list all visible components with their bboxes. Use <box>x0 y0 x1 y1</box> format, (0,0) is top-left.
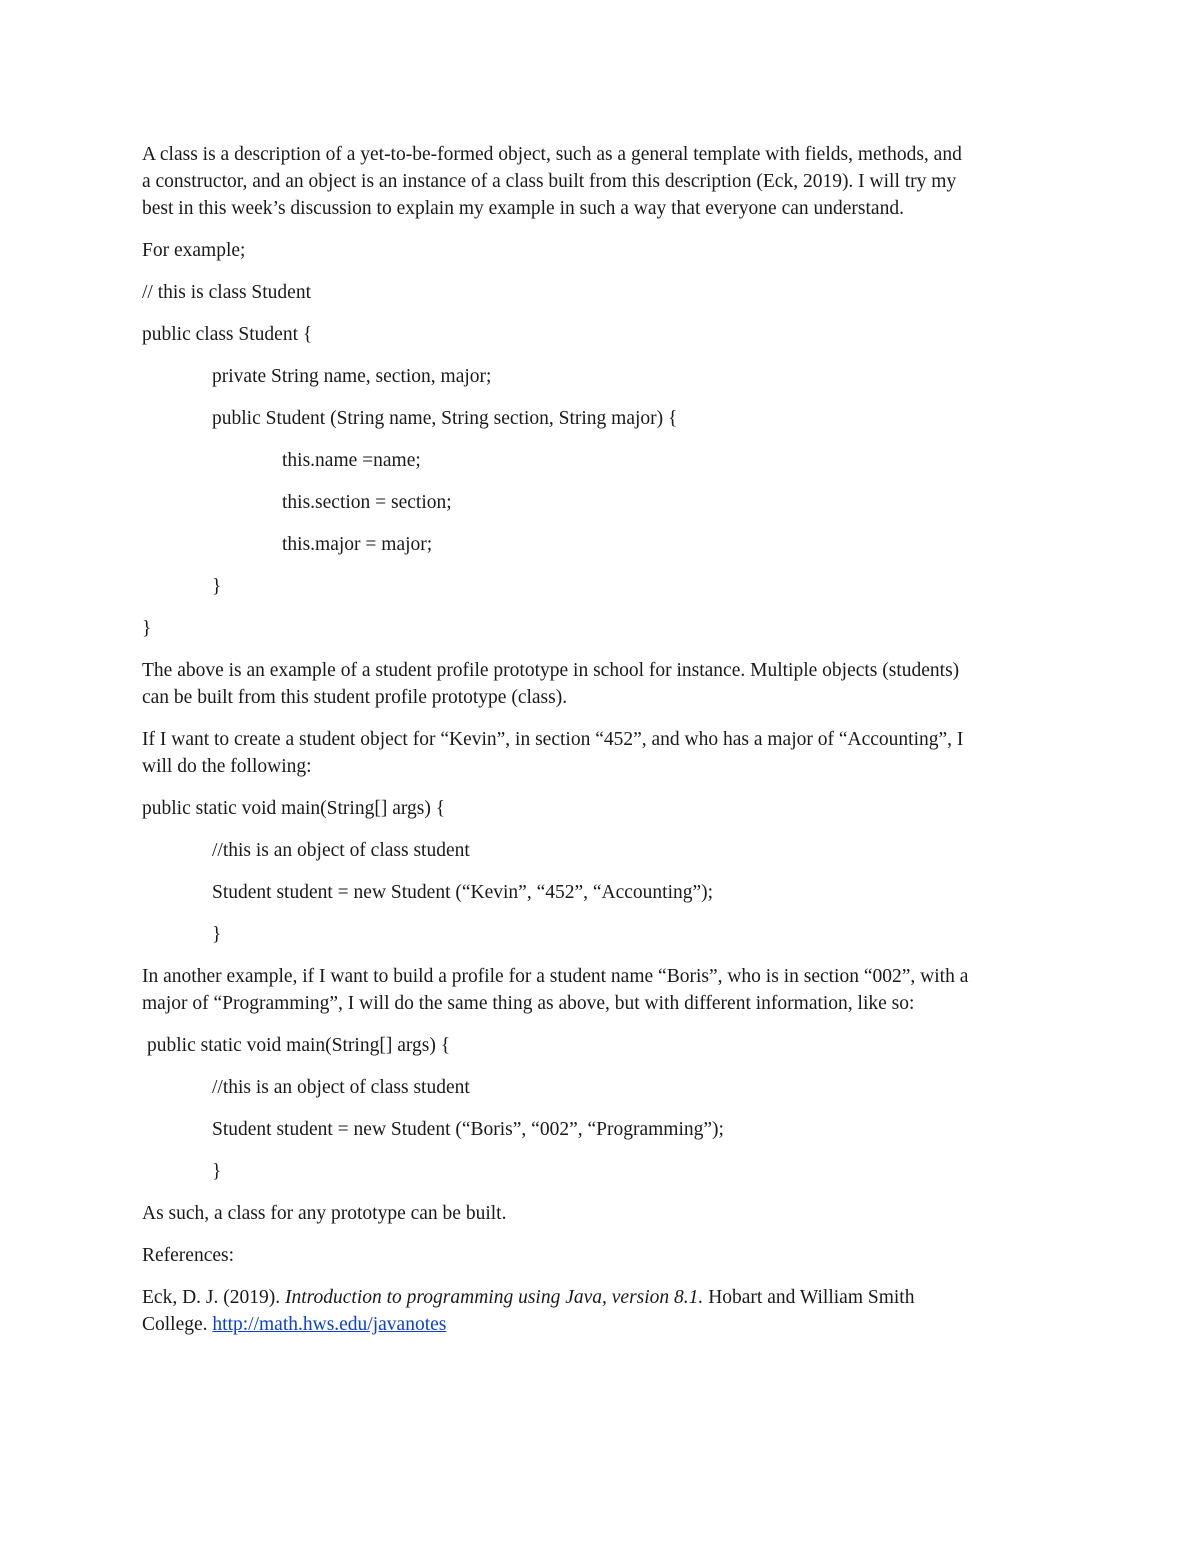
kevin-statement: Student student = new Student (“Kevin”, “452”, “Accounting”); <box>212 882 714 903</box>
boris-intro-line: major of “Programming”, I will do the same thing as above, but with different information, like so: <box>142 993 915 1014</box>
reference-title: Introduction to programming using Java, version 8.1. <box>284 1287 704 1308</box>
explanation-line: The above is an example of a student profile prototype in school for instance. Multiple objects (students) <box>142 660 960 681</box>
class-fields: private String name, section, major; <box>212 366 492 387</box>
kevin-comment: //this is an object of class student <box>212 840 470 861</box>
intro-line: A class is a description of a yet-to-be-formed object, such as a general template with fields, methods, and <box>142 144 962 165</box>
explanation-line: can be built from this student profile prototype (class). <box>142 687 568 708</box>
boris-main-signature: public static void main(String[] args) { <box>147 1035 451 1056</box>
reference-line <box>142 1311 1072 1338</box>
intro-line: best in this week’s discussion to explain my example in such a way that everyone can understand. <box>142 198 904 219</box>
assign-section: this.section = section; <box>282 492 452 513</box>
for-example-text: For example; <box>142 240 246 261</box>
boris-intro-paragraph <box>142 963 1072 1017</box>
reference-publisher: Hobart and William Smith <box>703 1287 915 1308</box>
kevin-close-brace: } <box>212 924 222 945</box>
constructor-signature: public Student (String name, String section, String major) { <box>212 408 678 429</box>
kevin-main-signature: public static void main(String[] args) { <box>142 798 446 819</box>
reference-authors: Eck, D. J. (2019). <box>142 1287 285 1308</box>
boris-close-brace: } <box>212 1161 222 1182</box>
class-comment: // this is class Student <box>142 282 312 303</box>
assign-major: this.major = major; <box>282 534 433 555</box>
reference-url-link[interactable]: http://math.hws.edu/javanotes <box>212 1314 447 1335</box>
class-close-brace: } <box>142 618 152 639</box>
explanation-paragraph <box>142 657 1072 711</box>
references-heading: References: <box>142 1245 235 1266</box>
boris-comment: //this is an object of class student <box>212 1077 470 1098</box>
conclusion-text: As such, a class for any prototype can be built. <box>142 1203 507 1224</box>
constructor-close-brace: } <box>212 576 222 597</box>
kevin-intro-line: If I want to create a student object for “Kevin”, in section “452”, and who has a major of “Accounting”, I <box>142 729 964 750</box>
document-page <box>142 141 1072 1353</box>
class-declaration: public class Student { <box>142 324 313 345</box>
boris-statement: Student student = new Student (“Boris”, “002”, “Programming”); <box>212 1119 724 1140</box>
reference-entry <box>142 1284 1072 1338</box>
reference-publisher-cont: College. <box>142 1314 213 1335</box>
kevin-intro-paragraph <box>142 726 1072 780</box>
reference-line <box>142 1284 1072 1311</box>
assign-name: this.name =name; <box>282 450 421 471</box>
intro-paragraph <box>142 141 1072 222</box>
kevin-intro-line: will do the following: <box>142 756 312 777</box>
intro-line: a constructor, and an object is an instance of a class built from this description (Eck, 2019). I will try my <box>142 171 957 192</box>
boris-intro-line: In another example, if I want to build a profile for a student name “Boris”, who is in section “002”, with a <box>142 966 969 987</box>
